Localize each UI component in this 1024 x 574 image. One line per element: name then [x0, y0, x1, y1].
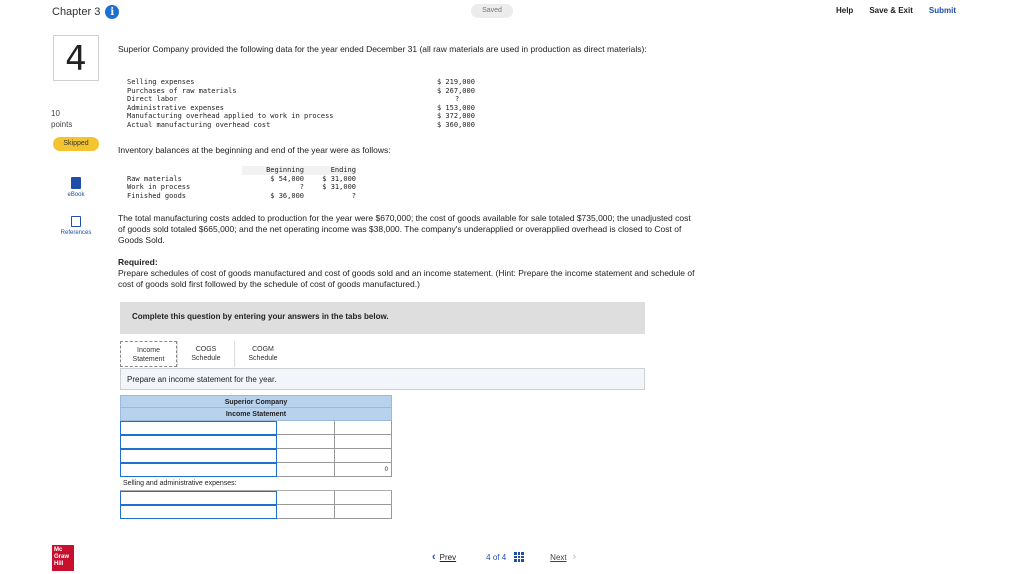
prev-button[interactable]: Prev — [439, 552, 457, 562]
total-input[interactable] — [335, 491, 392, 505]
tab-income-statement[interactable]: Income Statement — [120, 341, 177, 367]
table-row — [120, 505, 392, 519]
references-button[interactable] — [52, 216, 100, 236]
beginning-header: Beginning — [242, 166, 304, 175]
prompt-bar — [120, 368, 645, 390]
cost-data-table — [127, 78, 497, 129]
mcgraw-hill-logo: Mc Graw Hill — [52, 545, 74, 571]
total-input[interactable] — [335, 449, 392, 463]
amount-input[interactable] — [277, 505, 335, 519]
statement-title: Income Statement — [120, 408, 392, 421]
prompt-text: Prepare an income statement for the year. — [127, 375, 277, 384]
table-row: Purchases of raw materials $ 267,000 — [127, 86, 475, 95]
amount-input[interactable] — [277, 435, 335, 449]
chevron-left-icon[interactable]: ‹ — [432, 551, 436, 563]
amount-input[interactable] — [277, 463, 335, 477]
required-section — [118, 257, 698, 290]
points-info — [51, 108, 72, 130]
instruction-text: Complete this question by entering your answers in the tabs below. — [132, 312, 389, 321]
table-row: Manufacturing overhead applied to work in process $ 372,000 — [127, 112, 475, 120]
amount-input[interactable] — [277, 449, 335, 463]
table-row: Actual manufacturing overhead cost $ 360,000 — [127, 120, 475, 129]
inventory-table — [127, 166, 356, 200]
tab-cogs-schedule[interactable]: COGS Schedule — [177, 341, 234, 367]
table-row — [120, 491, 392, 505]
line-item-select[interactable] — [120, 463, 277, 477]
total-input[interactable] — [335, 505, 392, 519]
table-row — [120, 435, 392, 449]
question-number: 4 — [53, 35, 99, 81]
income-statement-table — [120, 395, 392, 519]
instruction-panel — [120, 302, 645, 334]
chapter-label: Chapter 3 — [52, 6, 101, 18]
ebook-label: eBook — [67, 192, 85, 198]
page-indicator: 4 of 4 — [486, 552, 507, 562]
required-title: Required: — [118, 257, 158, 267]
tab-cogm-schedule[interactable]: COGM Schedule — [234, 341, 291, 367]
table-row: Finished goods $ 36,000 ? — [127, 191, 356, 200]
book-icon — [71, 177, 81, 189]
totals-paragraph: The total manufacturing costs added to production for the year were $670,000; the cost of goods available for sale totaled $735,000; the unadjusted cost of goods sold totaled $665,000; and the net operating income was $38,000. The company's underapplied or overapplied overhead is closed to Cost of Goods Sold. — [118, 213, 691, 245]
points-value: 10 — [51, 109, 60, 118]
line-item-select[interactable] — [120, 435, 277, 449]
table-row: Work in process ? $ 31,000 — [127, 183, 356, 191]
references-label: References — [60, 230, 92, 236]
info-icon[interactable]: i — [105, 5, 119, 19]
top-bar — [0, 0, 1024, 22]
references-icon — [71, 216, 81, 227]
table-row — [120, 477, 392, 491]
table-row: Administrative expenses $ 153,000 — [127, 103, 475, 112]
ending-header: Ending — [304, 166, 356, 175]
question-intro: Superior Company provided the following data for the year ended December 31 (all raw materials are used in production as direct materials): — [118, 44, 647, 54]
submit-button[interactable]: Submit — [928, 6, 956, 15]
saved-badge: Saved — [471, 4, 513, 18]
required-text: Prepare schedules of cost of goods manufactured and cost of goods sold and an income statement. (Hint: Prepare the income statement and schedule of cost of goods sold first followed by the schedule of cost of goods manufactured.) — [118, 268, 695, 289]
total-input[interactable] — [335, 421, 392, 435]
chevron-right-icon[interactable]: › — [572, 551, 577, 563]
selling-admin-label: Selling and administrative expenses: — [120, 477, 392, 491]
pagination — [432, 551, 576, 563]
ebook-button[interactable] — [52, 177, 100, 198]
line-item-select[interactable] — [120, 421, 277, 435]
company-name: Superior Company — [120, 395, 392, 408]
line-item-select[interactable] — [120, 505, 277, 519]
top-actions — [820, 6, 956, 15]
amount-input[interactable] — [277, 421, 335, 435]
next-button[interactable]: Next — [550, 552, 567, 562]
grid-icon[interactable] — [514, 552, 524, 562]
amount-input[interactable] — [277, 491, 335, 505]
table-row: Raw materials $ 54,000 $ 31,000 — [127, 174, 356, 183]
table-row — [120, 463, 392, 477]
answer-tabs — [120, 341, 291, 367]
chapter-title — [52, 5, 119, 19]
table-row — [120, 449, 392, 463]
points-label: points — [51, 120, 73, 129]
table-row: Direct labor ? — [127, 95, 460, 103]
total-input[interactable] — [335, 435, 392, 449]
bottom-bar — [0, 540, 1024, 574]
total-value: 0 — [335, 463, 392, 477]
inventory-header-row — [127, 166, 356, 175]
help-link[interactable]: Help — [835, 6, 854, 15]
table-row: Selling expenses $ 219,000 — [127, 78, 475, 86]
table-row — [120, 421, 392, 435]
skipped-badge: Skipped — [53, 137, 99, 151]
save-exit-button[interactable]: Save & Exit — [869, 6, 913, 15]
line-item-select[interactable] — [120, 491, 277, 505]
inventory-intro: Inventory balances at the beginning and end of the year were as follows: — [118, 145, 391, 155]
line-item-select[interactable] — [120, 449, 277, 463]
